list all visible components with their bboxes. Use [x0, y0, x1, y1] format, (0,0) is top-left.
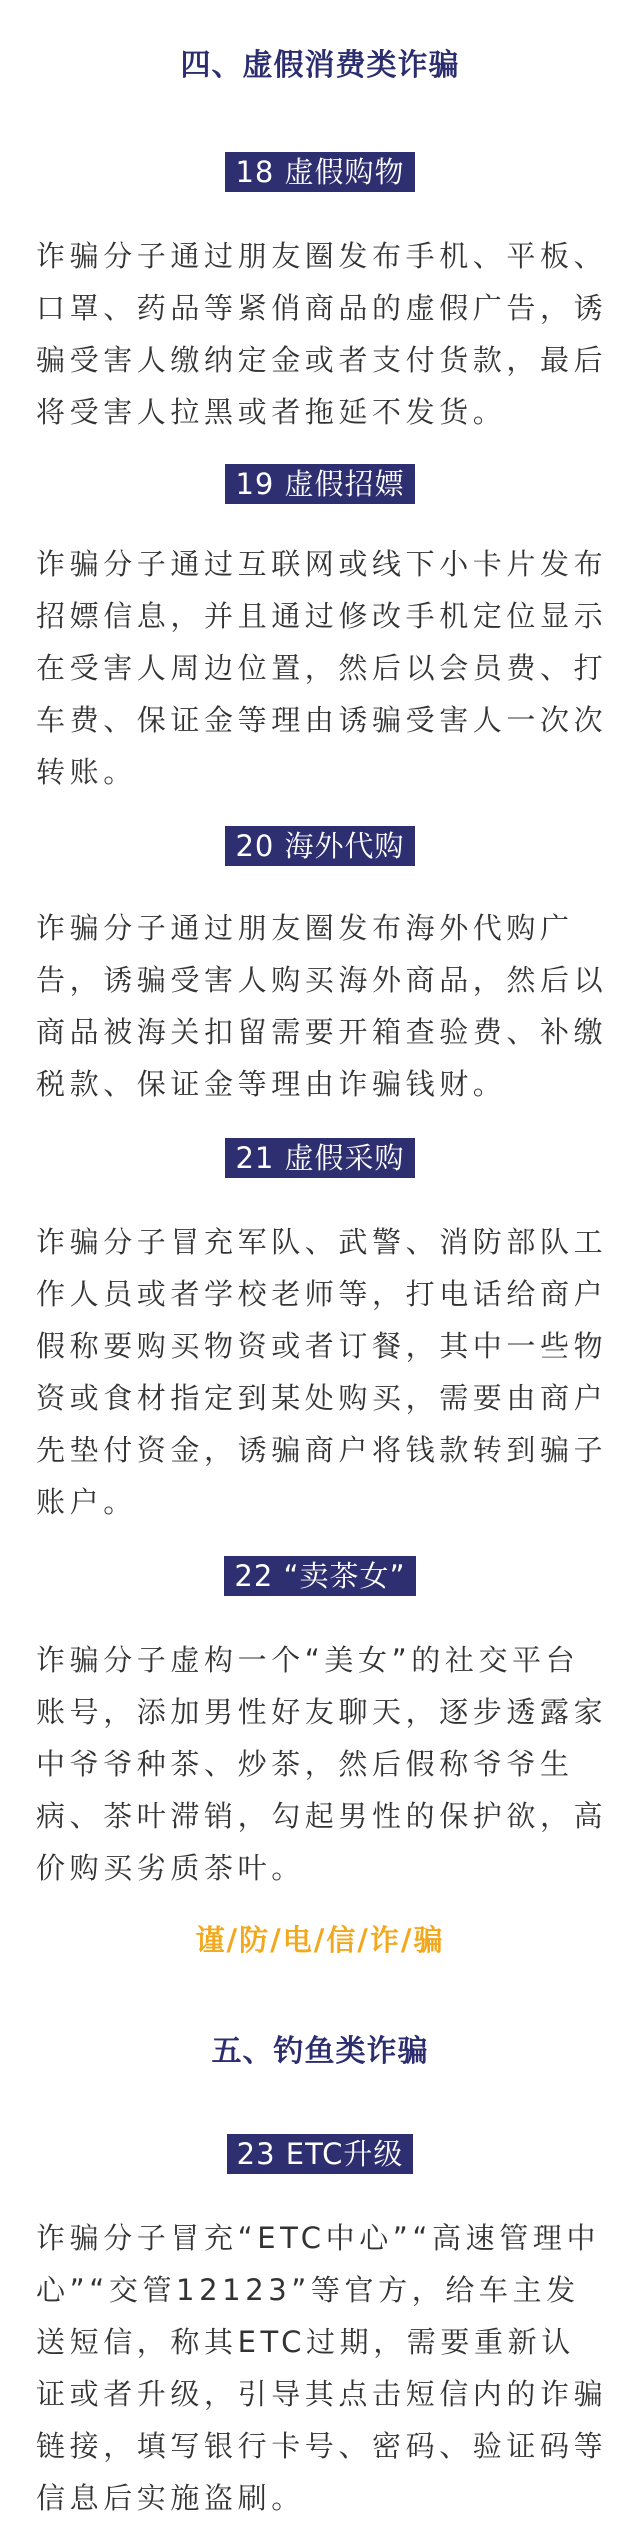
item-22-badge: 22 “卖茶女”	[224, 1556, 415, 1596]
item-20-badge: 20 海外代购	[225, 826, 414, 866]
item-21-text: 诈骗分子冒充军队、武警、消防部队工作人员或者学校老师等，打电话给商户假称要购买物资或者订餐，其中一些物资或食材指定到某处购买，需要由商户先垫付资金，诱骗商户将钱款转到骗子账户。	[36, 1225, 608, 1519]
item-21-badge-wrap	[0, 1138, 640, 1178]
item-20-text: 诈骗分子通过朋友圈发布海外代购广告，诱骗受害人购买海外商品，然后以商品被海关扣留需要开箱查验费、补缴税款、保证金等理由诈骗钱财。	[36, 911, 608, 1101]
section-5-title: 五、钓鱼类诈骗	[211, 2034, 429, 2069]
item-21-badge: 21 虚假采购	[225, 1138, 414, 1178]
item-20-badge-wrap	[0, 826, 640, 866]
item-18-badge-wrap	[0, 152, 640, 192]
item-23-badge: 23 ETC升级	[227, 2134, 414, 2174]
item-18-badge: 18 虚假购物	[225, 152, 414, 192]
item-23-badge-wrap	[0, 2134, 640, 2174]
item-23-text: 诈骗分子冒充“ETC中心”“高速管理中心”“交管12123”等官方，给车主发送短信，称其ETC过期，需要重新认证或者升级，引导其点击短信内的诈骗链接，填写银行卡号、密码、验证码等信息后实施盗刷。	[36, 2221, 608, 2515]
section-4-title: 四、虚假消费类诈骗	[180, 48, 460, 83]
item-19-badge-wrap	[0, 464, 640, 504]
item-22-text: 诈骗分子虚构一个“美女”的社交平台账号，添加男性好友聊天，逐步透露家中爷爷种茶、炒茶，然后假称爷爷生病、茶叶滞销，勾起男性的保护欲，高价购买劣质茶叶。	[36, 1643, 608, 1885]
item-18-text: 诈骗分子通过朋友圈发布手机、平板、口罩、药品等紧俏商品的虚假广告，诱骗受害人缴纳定金或者支付货款，最后将受害人拉黑或者拖延不发货。	[36, 239, 608, 429]
item-19-text: 诈骗分子通过互联网或线下小卡片发布招嫖信息，并且通过修改手机定位显示在受害人周边位置，然后以会员费、打车费、保证金等理由诱骗受害人一次次转账。	[36, 547, 608, 789]
anti-fraud-warning: 谨/防/电/信/诈/骗	[195, 1923, 445, 1957]
item-22-badge-wrap	[0, 1556, 640, 1596]
item-19-badge: 19 虚假招嫖	[225, 464, 414, 504]
